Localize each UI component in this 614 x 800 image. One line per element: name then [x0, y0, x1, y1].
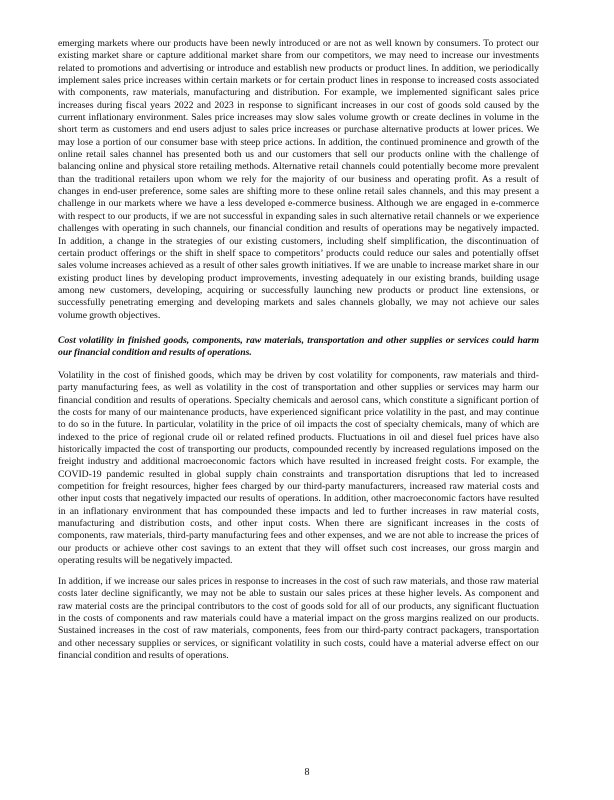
text-line: manufacturing and distribution costs, and other input costs. When there are significant increases in the costs of [58, 518, 539, 530]
text-line: balancing online and physical store retailing methods. Alternative retail channels could potentially become more prevalent [58, 161, 539, 173]
text-line: increases during fiscal years 2022 and 2023 in response to significant increases in our cost of goods sold caused by the [58, 99, 539, 111]
text-line: our products or achieve other cost savings to an extent that they will offset such cost increases, our gross margin and [58, 542, 539, 554]
text-line: challenges with operating in such channels, our financial condition and results of operations may be negatively impacted. [58, 223, 539, 235]
text-line: changes in end-user preference, some sales are shifting more to these online retail sales channels, and this may present a [58, 186, 539, 198]
text-line: among new customers, developing, acquiring or successfully launching new products or product line extensions, or [58, 284, 539, 296]
text-line: sales volume increases achieved as a result of other sales growth initiatives. If we are unable to increase market share in our [58, 260, 539, 272]
text-line: online retail sales channel has presented both us and our customers that sell our products online with the challenge of [58, 149, 539, 161]
text-line: current inflationary environment. Sales price increases may slow sales volume growth or create declines in volume in the [58, 112, 539, 124]
paragraph-market-share [58, 38, 539, 322]
text-line: volume growth objectives. [58, 309, 161, 321]
text-line: historically impacted the cost of transporting our products, compounded recently by increased regulations imposed on the [58, 444, 539, 456]
text-line: in the costs of components and raw materials could have a material impact on the gross margins realized on our products. [58, 613, 539, 625]
text-line: with respect to our products, if we are not successful in expanding sales in such alternative retail channels or we experience [58, 210, 539, 222]
text-line: with components, raw materials, manufacturing and distribution. For example, we implemented significant sales price [58, 87, 539, 99]
text-line: other input costs that negatively impacted our results of operations. In addition, other macroeconomic factors have resulted [58, 493, 539, 505]
paragraph-sales-prices [58, 576, 539, 662]
text-line: in an inflationary environment that has compounded these impacts and led to further increases in raw material costs, [58, 505, 539, 517]
text-line: and other necessary supplies or services, or significant volatility in such costs, could have a material adverse effect on our [58, 637, 539, 649]
text-line: to do so in the future. In particular, volatility in the price of oil impacts the cost of specialty chemicals, many of which are [58, 419, 539, 431]
text-line: costs later decline significantly, we may not be able to sustain our sales prices at these higher levels. As component and [58, 588, 539, 600]
text-line: Volatility in the cost of finished goods, which may be driven by cost volatility for components, raw materials and third- [58, 370, 539, 381]
text-line: existing market share or capture additional market share from our competitors, we may need to increase our investments [58, 50, 539, 62]
heading-line: our financial condition and results of operations. [58, 347, 252, 359]
text-line: indexed to the price of regional crude oil or related refined products. Fluctuations in oil and diesel fuel prices have also [58, 431, 539, 443]
text-line: short term as customers and end users adjust to sales price increases or purchase alternative products at lower prices. We [58, 124, 539, 136]
text-line: In addition, if we increase our sales prices in response to increases in the cost of such raw materials, and those raw material [58, 576, 539, 587]
text-line: competition for freight resources, higher fees charged by our third-party manufacturers, increased raw material costs and [58, 481, 539, 493]
text-line: may lose a portion of our consumer base with steep price actions. In addition, the continued prominence and growth of the [58, 136, 539, 148]
text-line: challenge in our markets where we have a less developed e-commerce business. Although we are engaged in e-commerce [58, 198, 539, 210]
text-line: the costs for many of our maintenance products, have experienced significant price volatility in the past, and may continue [58, 407, 539, 419]
text-line: operating results will be negatively impacted. [58, 555, 233, 567]
text-line: than the traditional retailers upon whom we rely for the majority of our business and operating profit. As a result of [58, 173, 539, 185]
page-number: 8 [304, 767, 310, 778]
section-heading-cost-volatility [58, 335, 539, 360]
text-line: related to promotions and advertising or introduce and establish new products or product lines. In addition, we periodically [58, 62, 539, 74]
heading-line: Cost volatility in finished goods, components, raw materials, transportation and other supplies or services could harm [58, 335, 539, 346]
paragraph-cost-volatility [58, 370, 539, 568]
text-line: financial condition and results of operations. Specialty chemicals and aerosol cans, which constitute a significant portion of [58, 394, 539, 406]
text-line: certain product offerings or the shift in shelf space to competitors’ products could reduce our sales and potentially offset [58, 247, 539, 259]
text-line: Sustained increases in the cost of raw materials, components, fees from our third-party contract packagers, transportation [58, 625, 539, 637]
text-line: financial condition and results of operations. [58, 650, 229, 662]
text-line: existing product lines by developing product improvements, investing adequately in our existing brands, building usage [58, 272, 539, 284]
text-line: emerging markets where our products have been newly introduced or are not as well known by consumers. To protect our [58, 38, 539, 49]
text-line: raw material costs are the principal contributors to the cost of goods sold for all of our products, any significant fluctuation [58, 600, 539, 612]
text-line: In addition, a change in the strategies of our existing customers, including shelf simplification, the discontinuation of [58, 235, 539, 247]
text-line: successfully penetrating emerging and developing markets and sales channels globally, we may not achieve our sales [58, 297, 539, 309]
text-line: freight industry and additional macroeconomic factors which have resulted in increased freight costs. For example, the [58, 456, 539, 468]
text-line: components, raw materials, third-party manufacturing fees and other expenses, and we are not able to increase the prices of [58, 530, 539, 542]
text-line: COVID-19 pandemic resulted in global supply chain constraints and transportation disruptions that led to increased [58, 468, 539, 480]
text-line: implement sales price increases within certain markets or for certain product lines in response to increased costs associated [58, 75, 539, 87]
text-line: party manufacturing fees, as well as volatility in the cost of transportation and other supplies or services may harm our [58, 382, 539, 394]
